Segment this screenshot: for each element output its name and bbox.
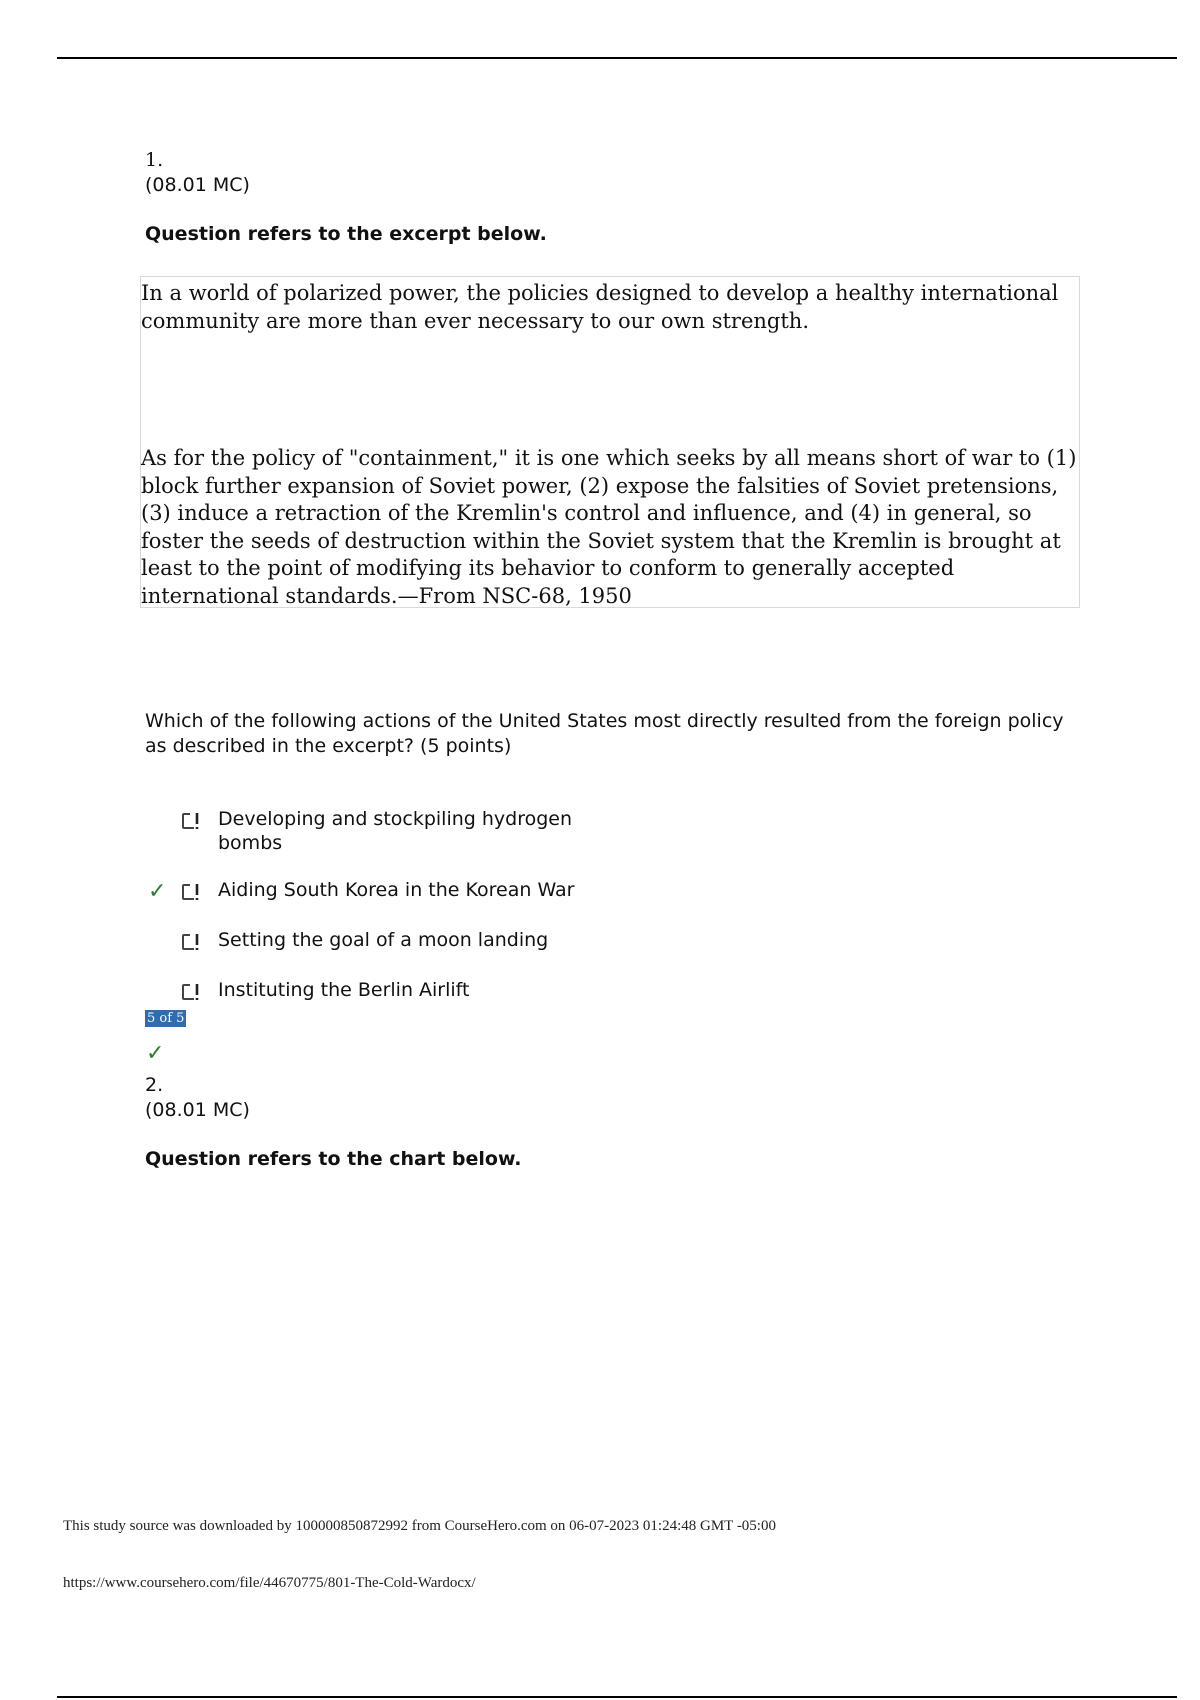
answer-option-1[interactable] <box>178 807 778 855</box>
result-check-icon: ✓ <box>146 1041 165 1066</box>
answer-option-label: Aiding South Korea in the Korean War <box>218 879 575 901</box>
answer-option-3[interactable] <box>178 928 778 954</box>
top-rule <box>57 57 1177 59</box>
footer-source-line: This study source was downloaded by 100000850872992 from CourseHero.com on 06-07-2023 01:24:48 GMT -05:00 <box>63 1518 776 1534</box>
answer-option-label: Developing and stockpiling hydrogen bombs <box>218 808 573 854</box>
question-2-number: 2. <box>145 1074 164 1096</box>
answer-option-label: Setting the goal of a moon landing <box>218 929 549 951</box>
radio-icon[interactable] <box>178 880 202 904</box>
answer-option-label: Instituting the Berlin Airlift <box>218 979 470 1001</box>
radio-icon[interactable] <box>178 980 202 1004</box>
question-1-code: (08.01 MC) <box>145 174 250 196</box>
question-1-refers: Question refers to the excerpt below. <box>145 223 547 245</box>
bottom-rule <box>57 1696 1177 1698</box>
excerpt-box <box>140 276 1080 608</box>
radio-icon[interactable] <box>178 930 202 954</box>
footer-url[interactable]: https://www.coursehero.com/file/44670775/801-The-Cold-Wardocx/ <box>63 1575 476 1591</box>
question-2-code: (08.01 MC) <box>145 1099 250 1121</box>
excerpt-paragraph-1: In a world of polarized power, the policies designed to develop a healthy international community are more than ever necessary to our own strength. <box>141 281 1059 333</box>
correct-check-icon: ✓ <box>148 879 167 904</box>
radio-icon[interactable] <box>178 809 202 833</box>
answer-option-4[interactable] <box>178 978 778 1004</box>
question-2-refers: Question refers to the chart below. <box>145 1148 522 1170</box>
question-1-number: 1. <box>145 149 164 171</box>
score-badge: 5 of 5 <box>147 1011 185 1026</box>
answer-option-2[interactable] <box>178 878 778 904</box>
excerpt-paragraph-2: As for the policy of "containment," it is one which seeks by all means short of war to (1) block further expansion of Soviet power, (2) expose the falsities of Soviet pretensions, (3) induce a retraction of the Kremlin's control and influence, and (4) in general, so foster the seeds of destruction within the Soviet system that the Kremlin is brought at least to the point of modifying its behavior to conform to generally accepted international standards.—From NSC-68, 1950 <box>141 446 1077 608</box>
question-1-prompt: Which of the following actions of the United States most directly resulted from the foreign policy as described in the excerpt? (5 points) <box>145 710 1064 757</box>
